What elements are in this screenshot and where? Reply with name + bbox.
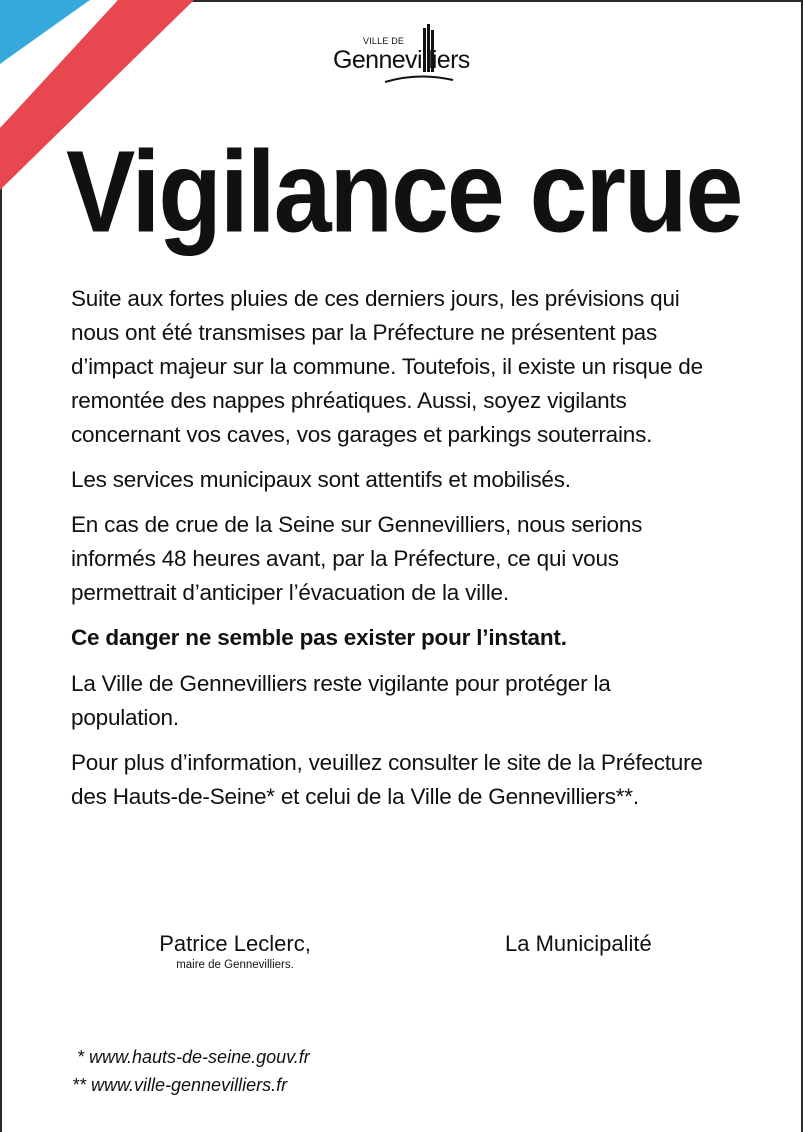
paragraph-no-danger: Ce danger ne semble pas exister pour l’instant. [71, 625, 567, 650]
paragraph-more-info: Pour plus d’information, veuillez consulter le site de la Préfecture des Hauts-de-Seine* et celui de la Ville de Gennevilliers**. [71, 750, 703, 809]
paragraph-forecast: Suite aux fortes pluies de ces derniers jours, les prévisions qui nous ont été transmises par la Préfecture ne présentent pas d’impact majeur sur la commune. Toutefois, il existe un risque de remontée des nappes phréatiques. Aussi, soyez vigilants concernant vos caves, vos garages et parkings souterrains. [71, 286, 703, 447]
mayor-name: Patrice Leclerc, [159, 931, 311, 956]
logo-city-name: Gennevilliers [333, 46, 470, 74]
page-title: Vigilance crue [66, 127, 742, 258]
paragraph-services: Les services municipaux sont attentifs et mobilisés. [71, 467, 571, 492]
footnote-city-url: ** www.ville-gennevilliers.fr [72, 1075, 288, 1095]
footnotes [72, 1043, 310, 1099]
notice-body [71, 282, 721, 825]
paragraph-vigilance: La Ville de Gennevilliers reste vigilante pour protéger la population. [71, 671, 611, 730]
paragraph-flood-warning: En cas de crue de la Seine sur Gennevilliers, nous serions informés 48 heures avant, par la Préfecture, ce qui vous permettrait d’anticiper l’évacuation de la ville. [71, 512, 643, 605]
city-logo [333, 22, 473, 88]
footnote-prefecture-url: * www.hauts-de-seine.gouv.fr [72, 1047, 310, 1067]
mayor-signature [140, 930, 330, 972]
municipality-signature: La Municipalité [505, 931, 652, 956]
logo-ville-de: VILLE DE [363, 36, 405, 46]
mayor-role: maire de Gennevilliers. [176, 959, 294, 971]
